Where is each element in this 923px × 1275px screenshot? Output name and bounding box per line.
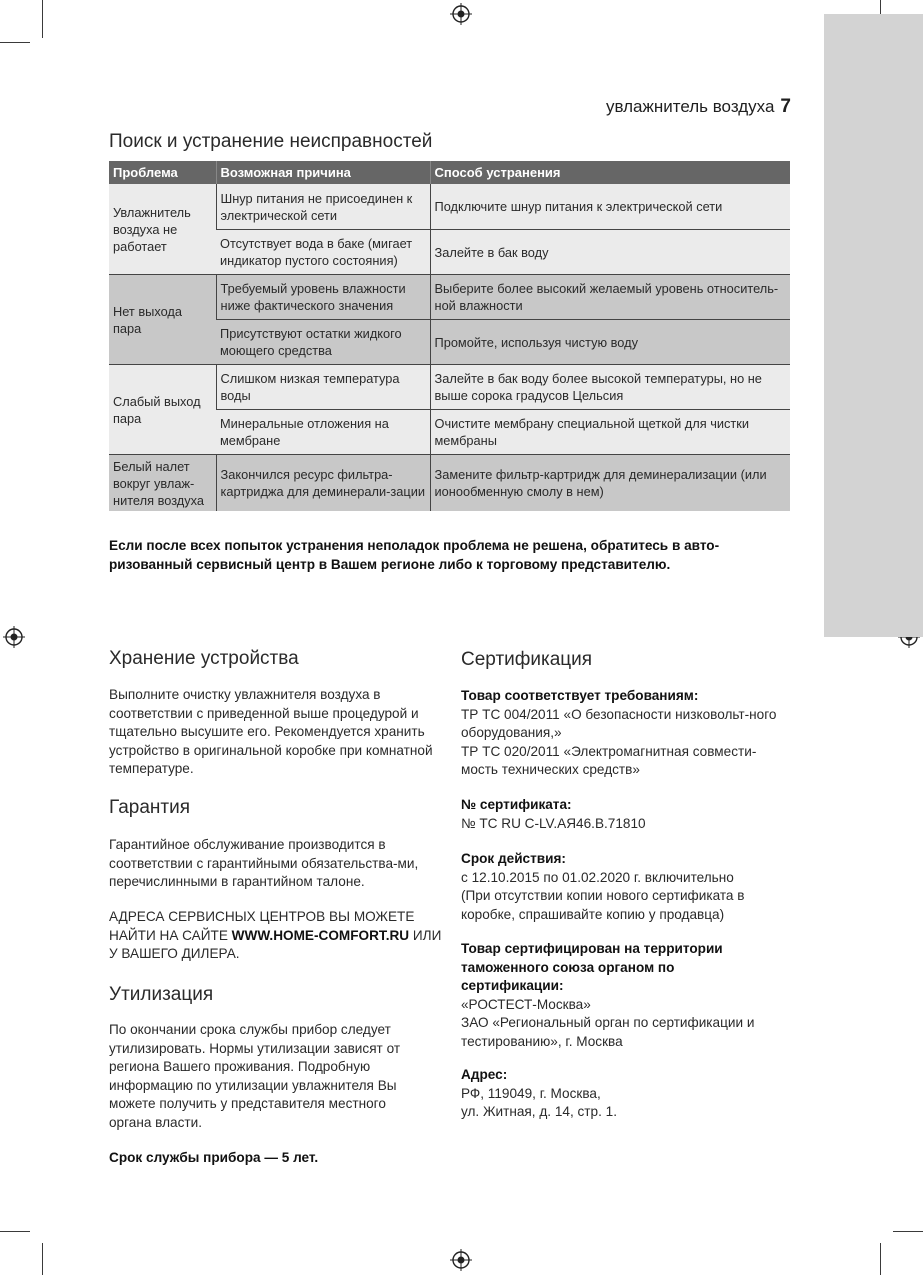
requirement-line: ТР ТС 004/2011 «О безопасности низковольт-ного оборудования,» bbox=[461, 706, 777, 740]
crop-mark bbox=[42, 1243, 43, 1275]
troubleshooting-table bbox=[109, 161, 790, 511]
table-header-row bbox=[109, 161, 790, 184]
service-centers-text bbox=[109, 908, 444, 964]
validity-period: с 12.10.2015 по 01.02.2020 г. включительно bbox=[461, 869, 734, 885]
remedy-cell: Промойте, используя чистую воду bbox=[430, 319, 790, 364]
warranty-text: Гарантийное обслуживание производится в соответствии с гарантийными обязательства-ми, перечислинными в гарантийном талоне. bbox=[109, 837, 419, 889]
cert-body-label: Товар сертифицирован на территории таможенного союза органом по сертификации: bbox=[461, 941, 723, 993]
page-number: 7 bbox=[780, 96, 791, 117]
crop-mark bbox=[42, 0, 43, 38]
service-site-link[interactable]: WWW.HOME-COMFORT.RU bbox=[231, 927, 410, 943]
page-header bbox=[606, 96, 791, 118]
cause-cell: Присутствуют остатки жидкого моющего средства bbox=[216, 319, 430, 364]
remedy-cell: Выберите более высокий желаемый уровень относитель-ной влажности bbox=[430, 274, 790, 319]
certificate-label: № сертификата: bbox=[461, 797, 572, 812]
remedy-cell: Залейте в бак воду bbox=[430, 229, 790, 274]
validity-label: Срок действия: bbox=[461, 851, 566, 866]
remedy-cell: Замените фильтр-картридж для деминерализации (или ионообменную смолу в нем) bbox=[430, 454, 790, 511]
problem-cell: Слабый выход пара bbox=[109, 364, 216, 454]
requirement-line: ТР ТС 020/2011 «Электромагнитная совмести-мость технических средств» bbox=[461, 743, 757, 777]
table-row bbox=[109, 454, 790, 511]
table-row bbox=[109, 184, 790, 229]
address-label: Адрес: bbox=[461, 1067, 508, 1082]
certification-title: Сертификация bbox=[461, 649, 593, 670]
table-row bbox=[109, 274, 790, 319]
cert-body-org: ЗАО «Региональный орган по сертификации и тестированию», г. Москва bbox=[461, 1015, 755, 1049]
remedy-cell: Подключите шнур питания к электрической сети bbox=[430, 184, 790, 229]
lifetime-text bbox=[109, 1149, 439, 1168]
cause-cell: Шнур питания не присоединен к электрической сети bbox=[216, 184, 430, 229]
cause-cell: Слишком низкая температура воды bbox=[216, 364, 430, 409]
column-header: Проблема bbox=[109, 161, 216, 184]
crop-mark bbox=[0, 1231, 30, 1232]
storage-title: Хранение устройства bbox=[109, 648, 299, 669]
requirements-block bbox=[461, 687, 791, 780]
service-prefix: АДРЕСА СЕРВИСНЫХ ЦЕНТРОВ ВЫ МОЖЕТЕ НАЙТИ НА САЙТЕ bbox=[109, 909, 415, 943]
disposal-title: Утилизация bbox=[109, 984, 214, 1005]
cause-cell: Закончился ресурс фильтра-картриджа для деминерали-зации bbox=[216, 454, 430, 511]
column-header: Возможная причина bbox=[216, 161, 430, 184]
cert-body-name: «РОСТЕСТ-Москва» bbox=[461, 996, 591, 1012]
warranty-title: Гарантия bbox=[109, 797, 191, 818]
storage-text: Выполните очистку увлажнителя воздуха в соответствии с приведенной выше процедурой и тщательно высушите его. Рекомендуется хранить устройство в оригинальной коробке при комнатной температуре. bbox=[109, 687, 433, 776]
requirements-label: Товар соответствует требованиям: bbox=[461, 688, 699, 703]
certificate-block bbox=[461, 796, 791, 833]
side-tab bbox=[824, 14, 923, 637]
address-line: ул. Житная, д. 14, стр. 1. bbox=[461, 1104, 617, 1119]
certificate-number: № ТС RU С-LV.АЯ46.В.71810 bbox=[461, 815, 646, 831]
table-row bbox=[109, 364, 790, 409]
problem-cell: Белый налет вокруг увлаж-нителя воздуха bbox=[109, 454, 216, 511]
address-block bbox=[461, 1066, 791, 1122]
crop-mark bbox=[893, 1231, 923, 1232]
problem-cell: Нет выхода пара bbox=[109, 274, 216, 364]
cert-body-block bbox=[461, 940, 791, 1051]
column-header: Способ устранения bbox=[430, 161, 790, 184]
address-line: РФ, 119049, г. Москва, bbox=[461, 1085, 601, 1101]
problem-cell: Увлажнитель воздуха не работает bbox=[109, 184, 216, 274]
registration-mark-icon bbox=[450, 3, 472, 25]
registration-mark-icon bbox=[3, 626, 25, 648]
remedy-cell: Залейте в бак воду более высокой температуры, но не выше сорока градусов Цельсия bbox=[430, 364, 790, 409]
disposal-text: По окончании срока службы прибор следует утилизировать. Нормы утилизации зависят от региона Вашего проживания. Подробную информацию по утилизации увлажнителя Вы можете получить у представителя местного органа власти. bbox=[109, 1022, 401, 1130]
header-title: увлажнитель воздуха bbox=[605, 97, 775, 116]
cause-cell: Отсутствует вода в баке (мигает индикатор пустого состояния) bbox=[216, 229, 430, 274]
cause-cell: Требуемый уровень влажности ниже фактического значения bbox=[216, 274, 430, 319]
troubleshooting-title: Поиск и устранение неисправностей bbox=[109, 131, 433, 152]
validity-block bbox=[461, 850, 791, 924]
cause-cell: Минеральные отложения на мембране bbox=[216, 409, 430, 454]
service-warning: Если после всех попыток устранения неполадок проблема не решена, обратитесь в авто-ризованный сервисный центр в Вашем регионе либо к торговому представителю. bbox=[109, 538, 720, 572]
service-suffix: ИЛИ У ВАШЕГО ДИЛЕРА. bbox=[109, 927, 442, 961]
crop-mark bbox=[0, 42, 30, 43]
registration-mark-icon bbox=[450, 1249, 472, 1271]
lifetime-value: Срок службы прибора — 5 лет. bbox=[109, 1150, 319, 1165]
crop-mark bbox=[880, 1243, 881, 1275]
validity-note: (При отсутствии копии нового сертификата в коробке, спрашивайте копию у продавца) bbox=[461, 888, 745, 922]
remedy-cell: Очистите мембрану специальной щеткой для чистки мембраны bbox=[430, 409, 790, 454]
